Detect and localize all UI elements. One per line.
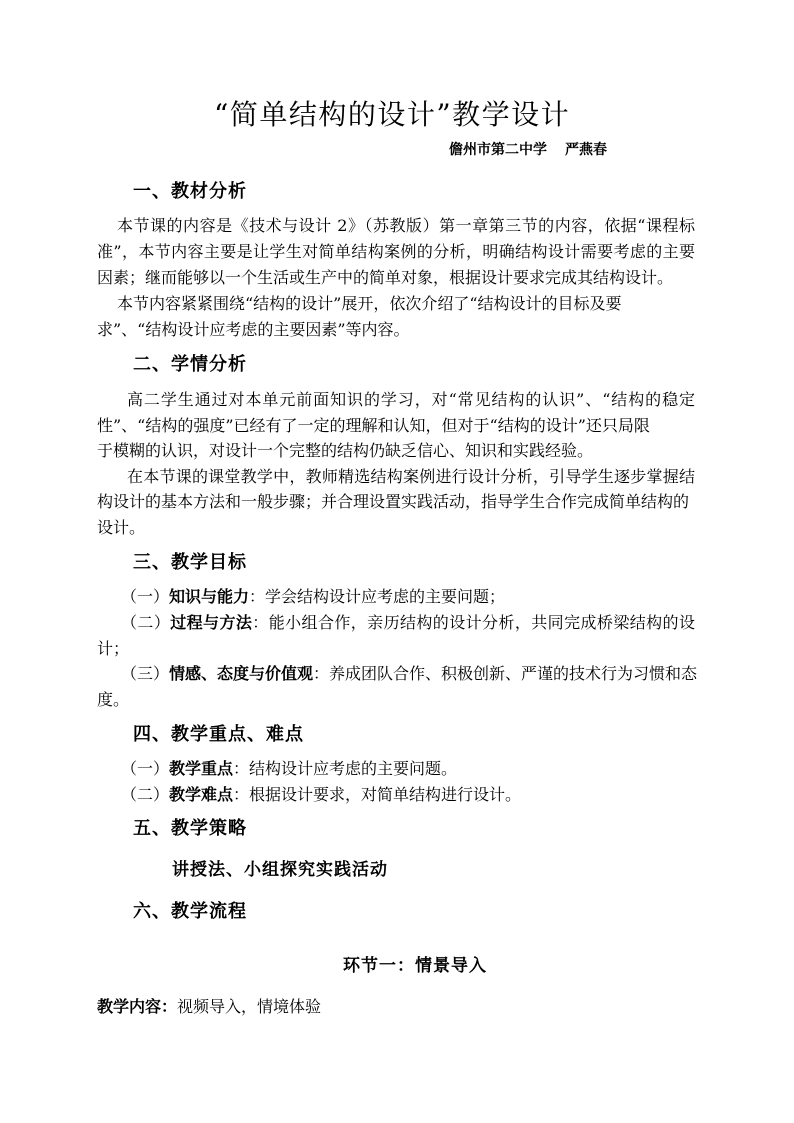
- section-heading-teaching-strategy: 五、教学策略: [133, 818, 247, 839]
- paragraph-line: 高二学生通过对本单元前面知识的学习，对“常见结构的认识”、“结构的稳定: [127, 390, 695, 409]
- section-heading-teaching-goals: 三、教学目标: [133, 552, 247, 573]
- item-label: 知识与能力: [169, 587, 250, 606]
- item-text: ：结构设计应考虑的主要问题。: [233, 759, 458, 778]
- paragraph-line: 本节课的内容是《技术与设计 2》（苏教版）第一章第三节的内容，依据“课程标: [117, 216, 695, 235]
- stage-content-line: [97, 994, 321, 1020]
- paragraph-line: 于模糊的认识，对设计一个完整的结构仍缺乏信心、知识和实践经验。: [97, 441, 594, 461]
- stage-content-text: 视频导入，情境体验: [177, 997, 322, 1016]
- list-item: [97, 782, 695, 808]
- paragraph: [97, 464, 695, 541]
- item-line: [97, 584, 695, 610]
- list-item: [97, 756, 695, 782]
- paragraph-line: 求”、“结构设计应考虑的主要因素”等内容。: [97, 320, 410, 339]
- paragraph-line: 性”、“结构的强度”已经有了一定的理解和认知，但对于“结构的设计”还只局限: [97, 415, 650, 435]
- item-line: 度。: [97, 690, 130, 710]
- item-line: [97, 661, 698, 687]
- list-item: [97, 661, 698, 713]
- item-label: 教学难点: [169, 785, 234, 804]
- item-line: [97, 756, 695, 782]
- item-text: ：养成团队合作、积极创新、严谨的技术行为习惯和态: [313, 664, 698, 684]
- paragraph-line: 本节内容紧紧围绕“结构的设计”展开，依次介绍了“结构设计的目标及要: [117, 294, 622, 313]
- author-line: [449, 140, 607, 160]
- section-heading-textbook-analysis: 一、教材分析: [133, 181, 247, 202]
- author-school: 儋州市第二中学: [449, 142, 547, 158]
- paragraph-line: 准”，本节内容主要是让学生对简单结构案例的分析，明确结构设计需要考虑的主要: [97, 242, 695, 261]
- item-label: 教学重点: [169, 759, 234, 778]
- section-body-textbook-analysis: [97, 213, 695, 343]
- item-prefix: （二）: [121, 785, 170, 804]
- paragraph: [97, 387, 695, 464]
- document-title: “简单结构的设计”教学设计: [214, 98, 571, 131]
- list-item: [97, 610, 695, 662]
- section-heading-teaching-process: 六、教学流程: [133, 901, 247, 922]
- list-item: [97, 584, 695, 610]
- item-prefix: （二）: [121, 612, 171, 632]
- paragraph: [97, 291, 695, 343]
- item-prefix: （一）: [121, 759, 170, 778]
- item-line: [97, 610, 695, 636]
- paragraph: [97, 213, 695, 291]
- teaching-strategy-text: 讲授法、小组探究实践活动: [172, 860, 388, 880]
- stage-title: 环节一：情景导入: [343, 956, 487, 976]
- paragraph-line: 因素；继而能够以一个生活或生产中的简单对象，根据设计要求完成其结构设计。: [97, 268, 674, 287]
- item-text: ：根据设计要求，对简单结构进行设计。: [233, 785, 522, 804]
- paragraph-line: 构设计的基本方法和一般步骤；并合理设置实践活动，指导学生合作完成简单结构的: [97, 492, 690, 512]
- item-label: 过程与方法: [170, 612, 253, 632]
- teaching-goals-list: [97, 584, 698, 713]
- author-name: 严燕春: [565, 142, 607, 158]
- paragraph-line: 在本节课的课堂教学中，教师精选结构案例进行设计分析，引导学生逐步掌握结: [127, 466, 695, 486]
- item-text: ：学会结构设计应考虑的主要问题；: [249, 587, 506, 606]
- key-points-list: [97, 756, 695, 808]
- item-prefix: （一）: [121, 587, 170, 606]
- item-text: ：能小组合作，亲历结构的设计分析，共同完成桥梁结构的设: [252, 612, 695, 632]
- item-prefix: （三）: [121, 664, 170, 684]
- stage-content-label: 教学内容：: [97, 997, 178, 1016]
- item-line: [97, 782, 695, 808]
- section-heading-key-points: 四、教学重点、难点: [133, 724, 304, 745]
- section-heading-student-analysis: 二、学情分析: [133, 354, 247, 375]
- section-body-student-analysis: [97, 387, 695, 541]
- paragraph-line: 设计。: [97, 517, 146, 537]
- item-label: 情感、态度与价值观: [169, 664, 314, 684]
- item-line: 计；: [97, 638, 130, 658]
